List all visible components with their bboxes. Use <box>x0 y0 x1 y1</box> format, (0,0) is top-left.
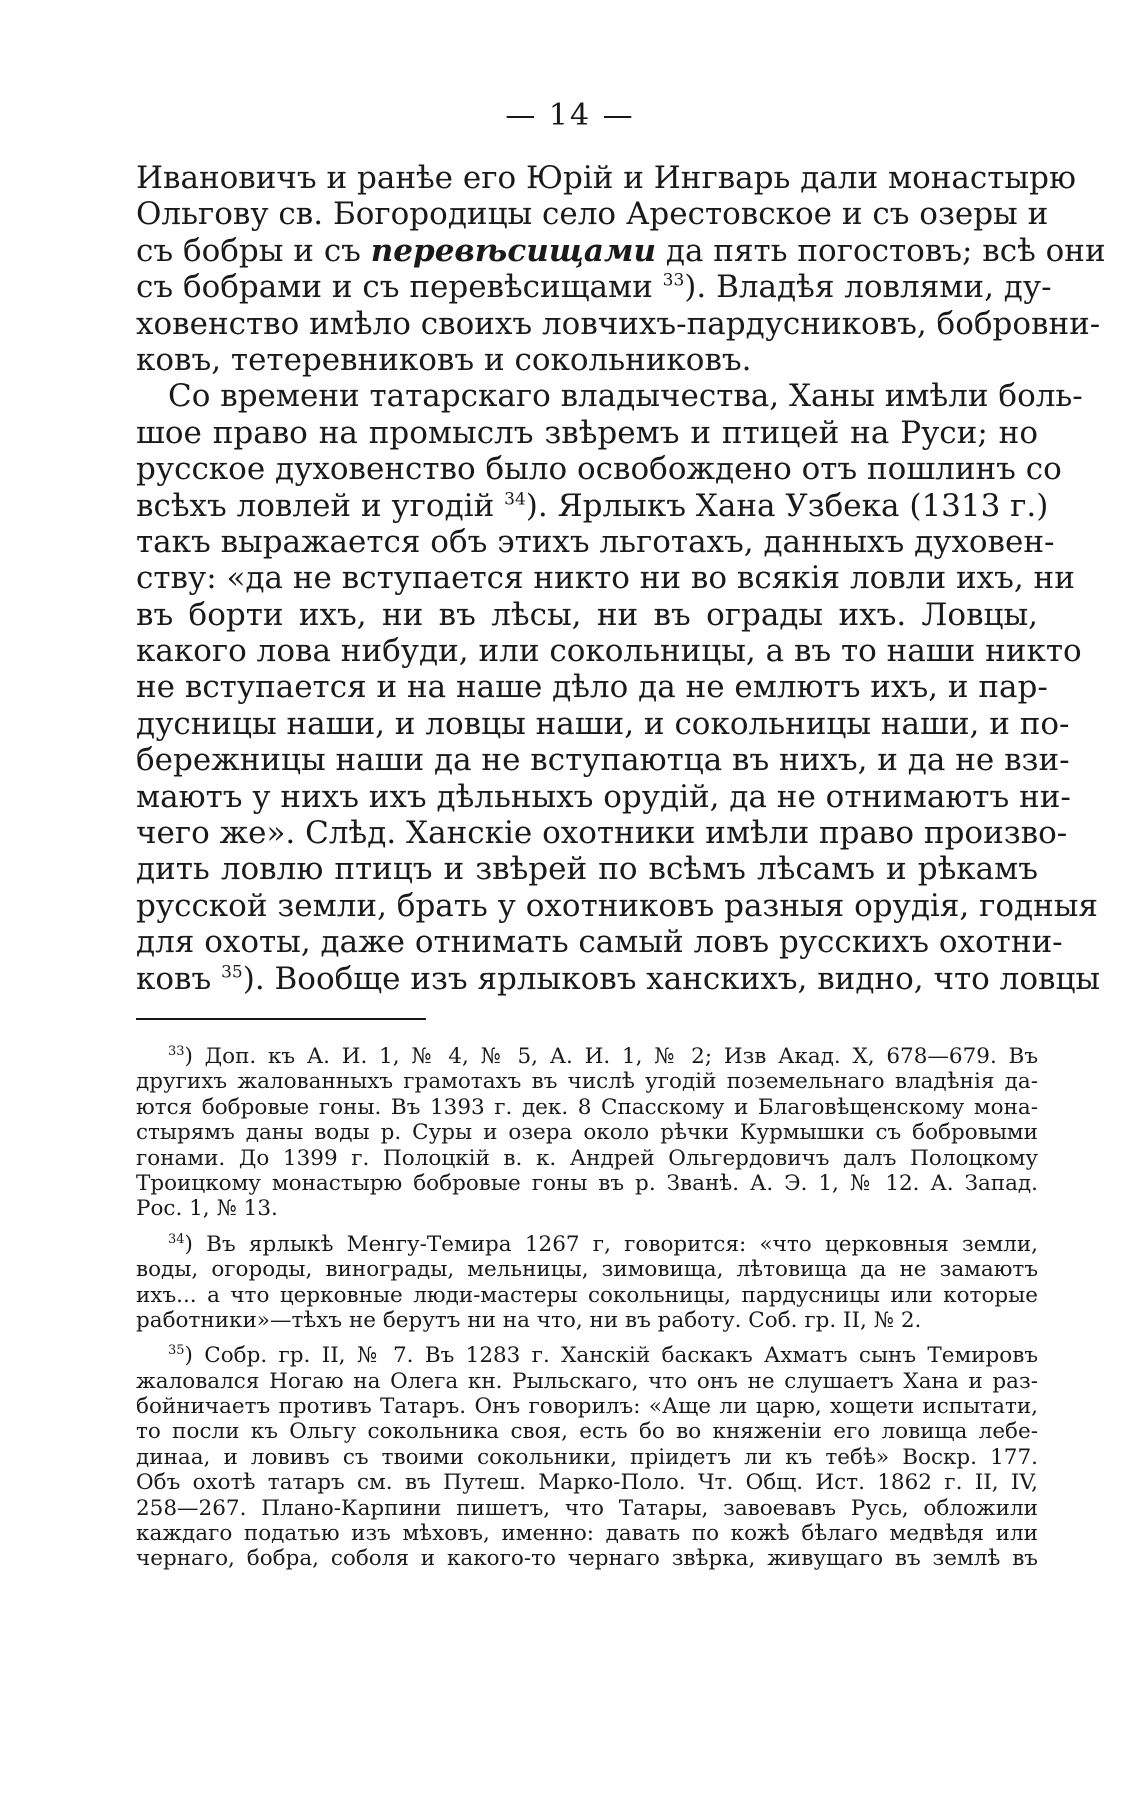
footnote-line <box>136 1120 1038 1145</box>
footnote-mark: 35 <box>168 1343 185 1359</box>
text-line <box>136 815 1068 852</box>
main-text <box>136 160 1106 997</box>
footnote-35 <box>136 1343 1038 1572</box>
footnote-line <box>136 1232 1038 1257</box>
footnote-line <box>136 1470 1038 1495</box>
line-text: какого лова нибуди, или сокольницы, а въ то наши никто <box>136 633 1082 670</box>
footnote-text: каждаго податью изъ мѣховъ, именно: давать по кожѣ бѣлаго медвѣдя или <box>136 1521 1038 1547</box>
text-line <box>136 742 1070 779</box>
footnote-line <box>136 1146 1038 1171</box>
text-line <box>136 887 1098 924</box>
footnote-text: бойничаетъ противъ Татаръ. Онъ говорилъ: «Аще ли царю, хощети испытати, <box>136 1394 1038 1420</box>
footnote-text: гонами. До 1399 г. Полоцкій в. к. Андрей Ольгердовичъ далъ Полоцкому <box>136 1145 1038 1171</box>
text-line <box>136 960 1101 997</box>
footnote-text: другихъ жалованныхъ грамотахъ въ числѣ угодій поземельнаго владѣнія да- <box>136 1069 1038 1095</box>
footnote-text: Рос. 1, № 13. <box>136 1196 278 1222</box>
line-text: ). Вообще изъ ярлыковъ ханскихъ, видно, что ловцы <box>242 960 1101 997</box>
text-line <box>136 305 1101 342</box>
footnote-text: ихъ... а что церковные люди-мастеры сокольницы, пардусницы или которые <box>136 1282 1038 1308</box>
line-text: шое право на промыслъ звѣремъ и птицей на Руси; но <box>136 414 1038 451</box>
text-line <box>136 669 1048 706</box>
text-line <box>136 196 1049 233</box>
footnote-line <box>136 1283 1038 1308</box>
line-text: ковъ <box>136 960 222 997</box>
footnote-text: Троицкому монастырю бобровые гоны въ р. Званѣ. А. Э. 1, № 12. А. Запад. <box>136 1170 1038 1196</box>
text-line <box>136 451 1062 488</box>
line-text: чего же». Слѣд. Ханскіе охотники имѣли право произво- <box>136 815 1068 852</box>
footnote-line <box>136 1343 1038 1368</box>
footnote-mark: 34 <box>168 1231 185 1247</box>
line-text: ). Владѣя ловлями, ду- <box>684 269 1052 306</box>
footnote-text: жаловался Ногаю на Олега кн. Рыльскаго, что онъ не слушаетъ Хана и раз- <box>136 1368 1038 1394</box>
line-text: всѣхъ ловлей и угодій <box>136 487 505 524</box>
footnote-text: ются бобровые гоны. Въ 1393 г. дек. 8 Спасскому и Благовѣщенскому мона- <box>136 1094 1038 1120</box>
text-line <box>136 160 1076 196</box>
footnote-line <box>136 1196 1038 1221</box>
footnote-mark: 33 <box>168 1043 185 1059</box>
footnote-line <box>136 1496 1038 1521</box>
footnote-line <box>136 1044 1038 1069</box>
footnote-separator <box>136 1018 426 1020</box>
emphasized-term: перевѣсищами <box>370 232 657 269</box>
line-text: для охоты, даже отнимать самый ловъ русскихъ охотни- <box>136 924 1063 961</box>
footnote-line <box>136 1171 1038 1196</box>
footnote-text: ) Въ ярлыкѣ Менгу-Темира 1267 г, говорится: «что церковныя земли, <box>184 1231 1038 1257</box>
line-text: ству: «да не вступается никто ни во всякія ловли ихъ, ни <box>136 560 1075 597</box>
footnote-line <box>136 1521 1038 1546</box>
text-line <box>136 269 1052 306</box>
text-line <box>136 705 1070 742</box>
line-text: Со времени татарскаго владычества, Ханы имѣли боль- <box>168 378 1083 415</box>
line-text: дить ловлю птицъ и звѣрей по всѣмъ лѣсамъ и рѣкамъ <box>136 851 1038 888</box>
footnote-33 <box>136 1044 1038 1222</box>
footnote-line <box>136 1257 1038 1282</box>
line-text: ). Ярлыкъ Хана Узбека (1313 г.) <box>525 487 1049 524</box>
footnote-line <box>136 1394 1038 1419</box>
line-text: дусницы наши, и ловцы наши, и сокольницы наши, и по- <box>136 705 1070 742</box>
text-line <box>136 415 1038 451</box>
text-line <box>136 597 1038 633</box>
line-text: русской земли, брать у охотниковъ разныя орудія, годныя <box>136 887 1098 924</box>
footnote-line <box>136 1369 1038 1394</box>
footnote-34 <box>136 1232 1038 1334</box>
page-number: — 14 — <box>505 98 635 133</box>
footnote-line <box>136 1095 1038 1120</box>
footnote-text: воды, огороды, винограды, мельницы, зимовища, лѣтовища да не замаютъ <box>136 1257 1038 1283</box>
footnote-reference[interactable]: 35 <box>221 962 243 983</box>
footnote-line <box>136 1546 1038 1571</box>
line-text: маютъ у нихъ ихъ дѣльныхъ орудій, да не отнимаютъ ни- <box>136 778 1071 815</box>
footnote-reference[interactable]: 33 <box>662 270 685 291</box>
text-line <box>136 778 1071 815</box>
text-line <box>136 342 1038 378</box>
footnote-text: работники»—тѣхъ не берутъ ни на что, ни въ работу. Соб. гр. II, № 2. <box>136 1307 922 1333</box>
footnote-text: ) Собр. гр. II, № 7. Въ 1283 г. Ханскій баскакъ Ахматъ сынъ Темировъ <box>184 1343 1038 1369</box>
footnote-text: чернаго, бобра, соболя и какого-то чернаго звѣрка, живущаго въ землѣ въ <box>136 1546 1038 1572</box>
line-text: съ бобрами и съ перевѣсищами <box>136 269 663 306</box>
footnote-line <box>136 1308 1038 1333</box>
line-text: не вступается и на наше дѣло да не емлютъ ихъ, и пар- <box>136 669 1048 706</box>
footnote-text: то посли къ Ольгу сокольника своя, есть бо во княженіи его ловища лебе- <box>136 1419 1038 1445</box>
line-text: ковъ, тетеревниковъ и сокольниковъ. <box>136 341 752 378</box>
text-line <box>136 560 1075 597</box>
footnote-text: ) Доп. къ А. И. 1, № 4, № 5, А. И. 1, № 2; Изв Акад. X, 678—679. Въ <box>184 1044 1038 1069</box>
text-line <box>136 633 1082 670</box>
footnote-reference[interactable]: 34 <box>504 489 526 510</box>
text-line <box>136 523 1055 560</box>
footnote-line <box>136 1419 1038 1444</box>
line-text: ховенство имѣло своихъ ловчихъ-пардусниковъ, бобровни- <box>136 305 1101 342</box>
line-text: да пять погостовъ; всѣ они <box>656 232 1106 269</box>
line-text: такъ выражается объ этихъ льготахъ, данныхъ духовен- <box>136 523 1055 560</box>
line-text: Ольгову св. Богородицы село Арестовское и съ озеры и <box>136 196 1049 233</box>
line-text: бережницы наши да не вступаютца въ нихъ, и да не взи- <box>136 742 1070 779</box>
footnote-line <box>136 1445 1038 1470</box>
line-text: съ бобры и съ <box>136 232 371 269</box>
footnotes <box>136 1044 1038 1582</box>
text-line <box>136 378 1083 415</box>
footnote-text: 258—267. Плано-Карпини пишетъ, что Татары, завоевавъ Русь, обложили <box>136 1495 1038 1521</box>
text-line <box>136 232 1106 269</box>
text-line <box>136 851 1038 887</box>
text-line <box>136 487 1049 524</box>
footnote-text: стырямъ даны воды р. Суры и озера около рѣчки Курмышки съ бобровыми <box>136 1120 1038 1146</box>
text-line <box>136 924 1063 961</box>
footnote-text: Объ охотѣ татаръ см. въ Путеш. Марко-Поло. Чт. Общ. Ист. 1862 г. II, IV, <box>136 1470 1038 1496</box>
footnote-text: динаа, и ловивъ съ твоими сокольники, пріидетъ ли къ тебѣ» Воскр. 177. <box>136 1444 1038 1470</box>
line-text: въ борти ихъ, ни въ лѣсы, ни въ ограды ихъ. Ловцы, <box>136 596 1038 633</box>
footnote-line <box>136 1069 1038 1094</box>
line-text: Ивановичъ и ранѣе его Юрій и Ингварь дали монастырю <box>136 160 1076 196</box>
line-text: русское духовенство было освобождено отъ пошлинъ со <box>136 451 1062 488</box>
